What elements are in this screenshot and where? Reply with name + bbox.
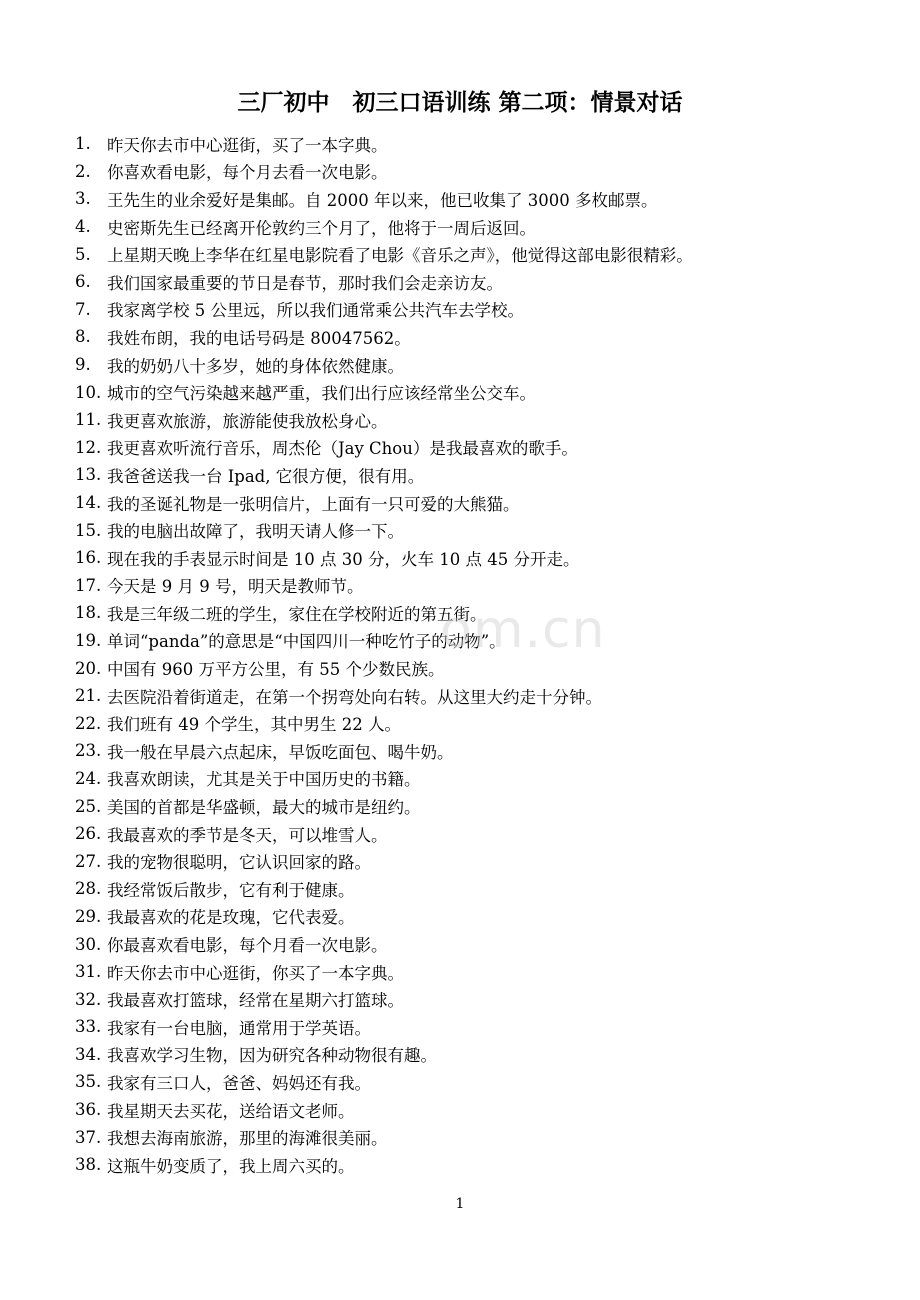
item-number: 7. <box>75 299 91 319</box>
list-item <box>75 185 875 213</box>
item-text: 我星期天去买花，送给语文老师。 <box>107 1101 355 1121</box>
item-number: 16. <box>75 548 102 568</box>
item-text: 上星期天晚上李华在红星电影院看了电影《音乐之声》，他觉得这部电影很精彩。 <box>107 246 693 266</box>
list-item <box>75 323 875 351</box>
item-text: 现在我的手表显示时间是 10 点 30 分，火车 10 点 45 分开走。 <box>107 549 580 569</box>
item-text: 昨天你去市中心逛街，买了一本字典。 <box>107 135 388 155</box>
list-item <box>75 240 875 268</box>
page-number: 1 <box>455 1196 465 1212</box>
list-item <box>75 268 875 296</box>
item-number: 30. <box>75 934 102 954</box>
list-item <box>75 654 875 682</box>
item-number: 27. <box>75 851 102 871</box>
item-text: 中国有 960 万平方公里，有 55 个少数民族。 <box>107 660 445 680</box>
list-item <box>75 1068 875 1096</box>
item-number: 25. <box>75 796 102 816</box>
item-text: 我一般在早晨六点起床，早饭吃面包、喝牛奶。 <box>107 742 454 762</box>
item-number: 32. <box>75 989 102 1009</box>
list-item <box>75 351 875 379</box>
item-text: 你最喜欢看电影，每个月看一次电影。 <box>107 936 388 956</box>
item-text: 我更喜欢听流行音乐，周杰伦（Jay Chou）是我最喜欢的歌手。 <box>107 439 578 459</box>
list-item <box>75 434 875 462</box>
list-item <box>75 709 875 737</box>
item-number: 37. <box>75 1127 102 1147</box>
list-item <box>75 1151 875 1179</box>
list-item <box>75 1041 875 1069</box>
list-item <box>75 847 875 875</box>
item-number: 23. <box>75 741 102 761</box>
item-text: 我最喜欢的季节是冬天，可以堆雪人。 <box>107 825 388 845</box>
item-number: 22. <box>75 713 102 733</box>
list-item <box>75 130 875 158</box>
item-number: 10. <box>75 382 102 402</box>
item-text: 我的电脑出故障了，我明天请人修一下。 <box>107 522 404 542</box>
item-text: 我喜欢朗读，尤其是关于中国历史的书籍。 <box>107 770 421 790</box>
item-number: 36. <box>75 1100 102 1120</box>
item-text: 我想去海南旅游，那里的海滩很美丽。 <box>107 1129 388 1149</box>
item-number: 18. <box>75 603 102 623</box>
item-text: 城市的空气污染越来越严重，我们出行应该经常坐公交车。 <box>107 384 536 404</box>
item-text: 我们班有 49 个学生，其中男生 22 人。 <box>107 715 401 735</box>
list-item <box>75 544 875 572</box>
item-number: 6. <box>75 272 91 292</box>
item-text: 我的圣诞礼物是一张明信片，上面有一只可爱的大熊猫。 <box>107 494 520 514</box>
item-number: 35. <box>75 1072 102 1092</box>
list-item <box>75 489 875 517</box>
list-item <box>75 378 875 406</box>
item-number: 4. <box>75 217 91 237</box>
item-text: 我喜欢学习生物，因为研究各种动物很有趣。 <box>107 1046 437 1066</box>
list-item <box>75 213 875 241</box>
item-text: 王先生的业余爱好是集邮。自 2000 年以来，他已收集了 3000 多枚邮票。 <box>107 190 658 210</box>
page-title: 三厂初中 初三口语训练 第二项：情景对话 <box>237 90 683 116</box>
item-number: 14. <box>75 493 102 513</box>
item-number: 11. <box>75 410 102 430</box>
list-item <box>75 765 875 793</box>
list-item <box>75 572 875 600</box>
list-item <box>75 682 875 710</box>
item-text: 去医院沿着街道走，在第一个拐弯处向右转。从这里大约走十分钟。 <box>107 687 602 707</box>
list-item <box>75 1123 875 1151</box>
item-text: 这瓶牛奶变质了，我上周六买的。 <box>107 1156 355 1176</box>
item-text: 我最喜欢打篮球，经常在星期六打篮球。 <box>107 991 404 1011</box>
list-item <box>75 875 875 903</box>
item-number: 21. <box>75 686 102 706</box>
item-number: 20. <box>75 658 102 678</box>
list-item <box>75 930 875 958</box>
item-text: 美国的首都是华盛顿，最大的城市是纽约。 <box>107 798 421 818</box>
item-number: 24. <box>75 768 102 788</box>
watermark: om.cn <box>440 600 606 660</box>
item-number: 8. <box>75 327 91 347</box>
item-number: 31. <box>75 962 102 982</box>
item-number: 29. <box>75 906 102 926</box>
item-text: 我家有三口人，爸爸、妈妈还有我。 <box>107 1073 371 1093</box>
item-number: 15. <box>75 520 102 540</box>
item-text: 我们国家最重要的节日是春节，那时我们会走亲访友。 <box>107 273 503 293</box>
list-item <box>75 158 875 186</box>
item-text: 我家离学校 5 公里远，所以我们通常乘公共汽车去学校。 <box>107 301 524 321</box>
item-number: 1. <box>75 134 91 154</box>
item-text: 你喜欢看电影，每个月去看一次电影。 <box>107 163 388 183</box>
dialogue-list <box>75 130 875 1179</box>
item-text: 我家有一台电脑，通常用于学英语。 <box>107 1018 371 1038</box>
list-item <box>75 792 875 820</box>
list-item <box>75 958 875 986</box>
item-number: 12. <box>75 437 102 457</box>
item-text: 今天是 9 月 9 号，明天是教师节。 <box>107 577 364 597</box>
item-text: 我更喜欢旅游，旅游能使我放松身心。 <box>107 411 388 431</box>
item-text: 史密斯先生已经离开伦敦约三个月了，他将于一周后返回。 <box>107 218 536 238</box>
list-item <box>75 1096 875 1124</box>
item-number: 26. <box>75 824 102 844</box>
item-number: 34. <box>75 1044 102 1064</box>
item-number: 5. <box>75 244 91 264</box>
item-text: 我爸爸送我一台 Ipad, 它很方便，很有用。 <box>107 466 425 486</box>
item-text: 我姓布朗，我的电话号码是 80047562。 <box>107 328 411 348</box>
list-item <box>75 599 875 627</box>
item-number: 13. <box>75 465 102 485</box>
list-item <box>75 903 875 931</box>
list-item <box>75 406 875 434</box>
list-item <box>75 985 875 1013</box>
item-number: 33. <box>75 1017 102 1037</box>
list-item <box>75 820 875 848</box>
item-text: 我最喜欢的花是玫瑰，它代表爱。 <box>107 908 355 928</box>
list-item <box>75 461 875 489</box>
item-text: 我经常饭后散步，它有利于健康。 <box>107 880 355 900</box>
item-text: 我的宠物很聪明，它认识回家的路。 <box>107 853 371 873</box>
item-number: 38. <box>75 1155 102 1175</box>
list-item <box>75 1013 875 1041</box>
item-text: 我的奶奶八十多岁，她的身体依然健康。 <box>107 356 404 376</box>
item-text: 昨天你去市中心逛街，你买了一本字典。 <box>107 963 404 983</box>
item-text: 单词“panda”的意思是“中国四川一种吃竹子的动物”。 <box>107 632 506 652</box>
item-number: 9. <box>75 355 91 375</box>
item-number: 2. <box>75 161 91 181</box>
list-item <box>75 516 875 544</box>
list-item <box>75 737 875 765</box>
item-number: 17. <box>75 575 102 595</box>
item-number: 28. <box>75 879 102 899</box>
item-number: 3. <box>75 189 91 209</box>
item-text: 我是三年级二班的学生，家住在学校附近的第五街。 <box>107 604 487 624</box>
list-item <box>75 296 875 324</box>
list-item <box>75 627 875 655</box>
item-number: 19. <box>75 630 102 650</box>
